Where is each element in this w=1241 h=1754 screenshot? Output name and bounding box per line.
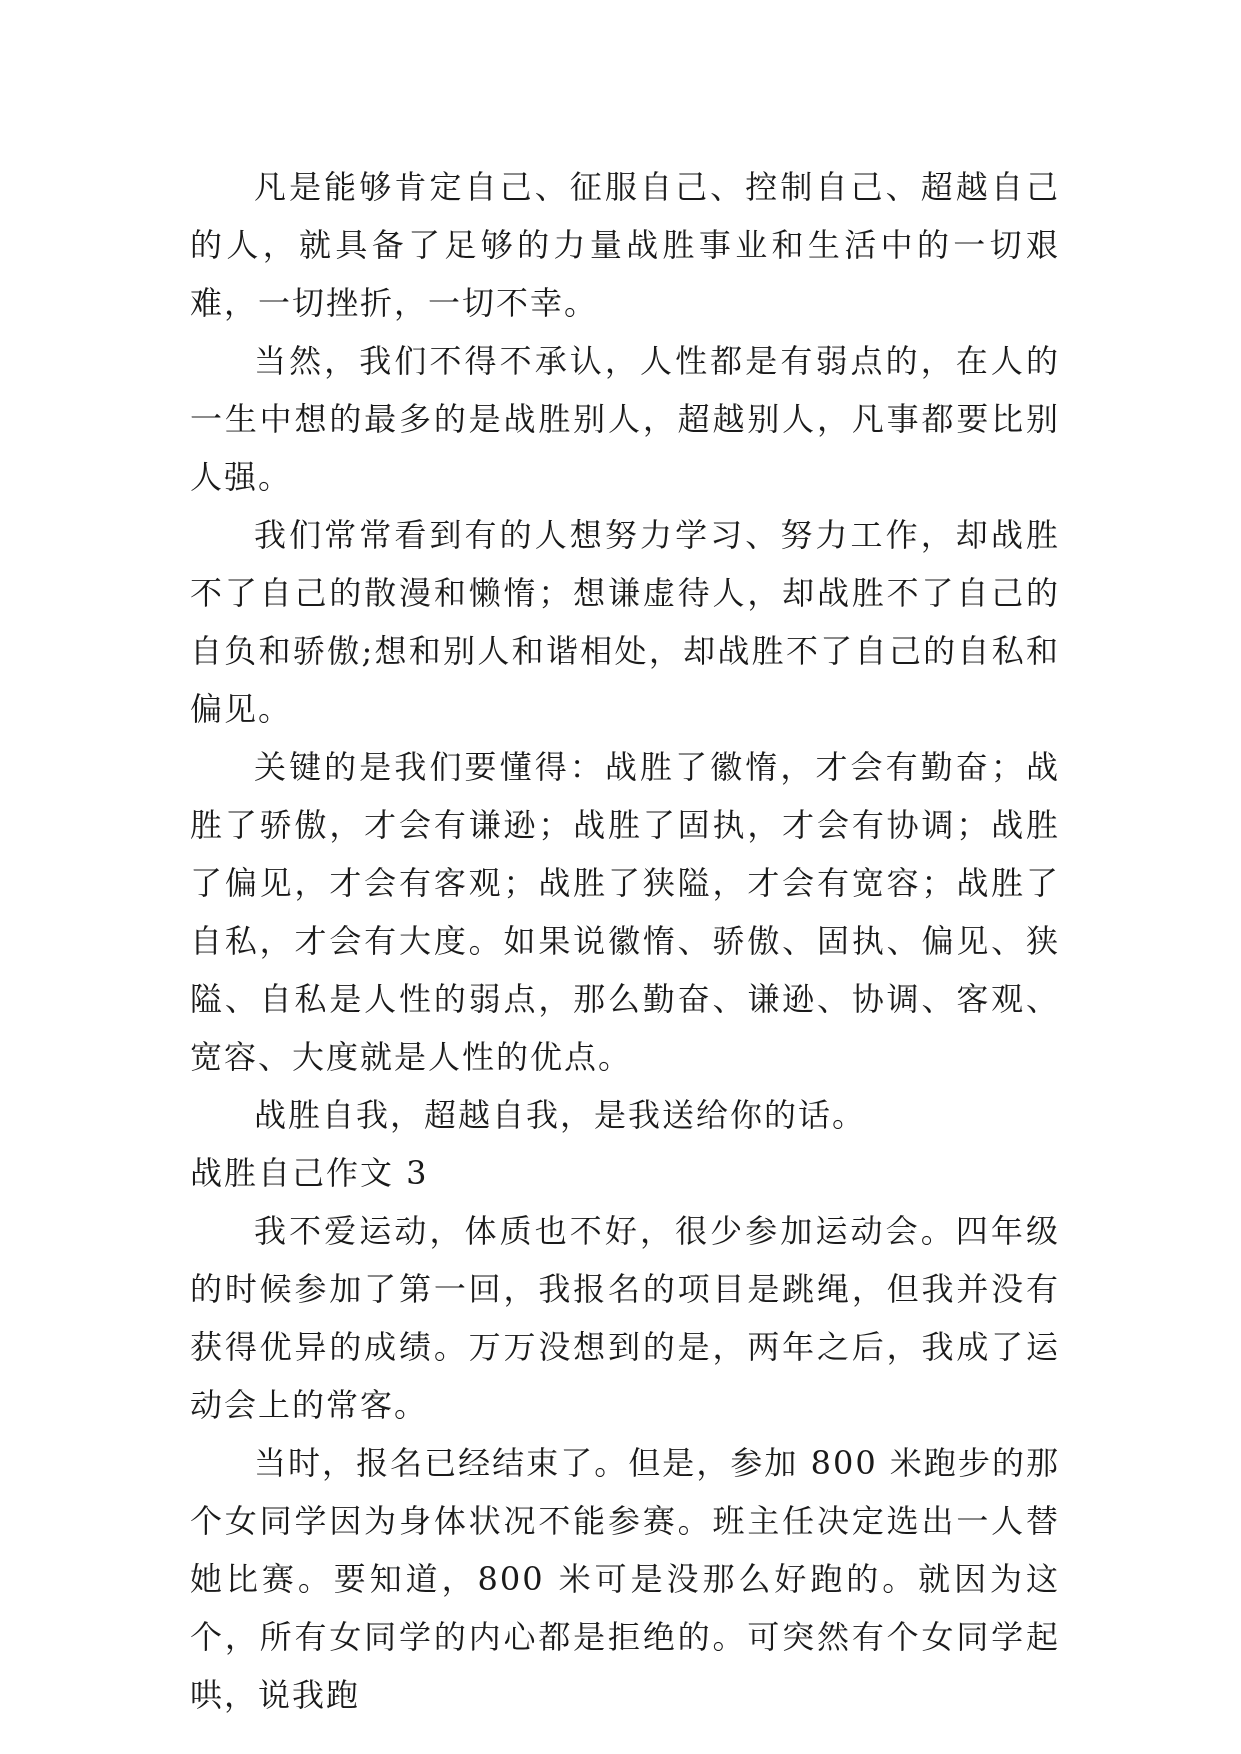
paragraph: 我不爱运动，体质也不好，很少参加运动会。四年级的时候参加了第一回，我报名的项目是跳绳，但我并没有获得优异的成绩。万万没想到的是，两年之后，我成了运动会上的常客。	[190, 1212, 1060, 1424]
paragraph: 凡是能够肯定自己、征服自己、控制自己、超越自己的人，就具备了足够的力量战胜事业和生活中的一切艰难，一切挫折，一切不幸。	[190, 168, 1060, 322]
paragraph: 关键的是我们要懂得：战胜了徽惰，才会有勤奋；战胜了骄傲，才会有谦逊；战胜了固执，才会有协调；战胜了偏见，才会有客观；战胜了狭隘，才会有宽容；战胜了自私，才会有大度。如果说徽惰、骄傲、固执、偏见、狭隘、自私是人性的弱点，那么勤奋、谦逊、协调、客观、宽容、大度就是人性的优点。	[190, 748, 1060, 1076]
paragraph: 战胜自我，超越自我，是我送给你的话。	[254, 1096, 867, 1134]
document-body	[190, 158, 1060, 1724]
paragraph: 当时，报名已经结束了。但是，参加 800 米跑步的那个女同学因为身体状况不能参赛。班主任决定选出一人替她比赛。要知道，800 米可是没那么好跑的。就因为这个，所有女同学的内心都是拒绝的。可突然有个女同学起哄，说我跑	[190, 1444, 1060, 1714]
section-heading: 战胜自己作文 3	[190, 1154, 429, 1192]
paragraph: 我们常常看到有的人想努力学习、努力工作，却战胜不了自己的散漫和懒惰；想谦虚待人，却战胜不了自己的自负和骄傲;想和别人和谐相处，却战胜不了自己的自私和偏见。	[190, 516, 1060, 728]
paragraph: 当然，我们不得不承认，人性都是有弱点的，在人的一生中想的最多的是战胜别人，超越别人，凡事都要比别人强。	[190, 342, 1060, 496]
